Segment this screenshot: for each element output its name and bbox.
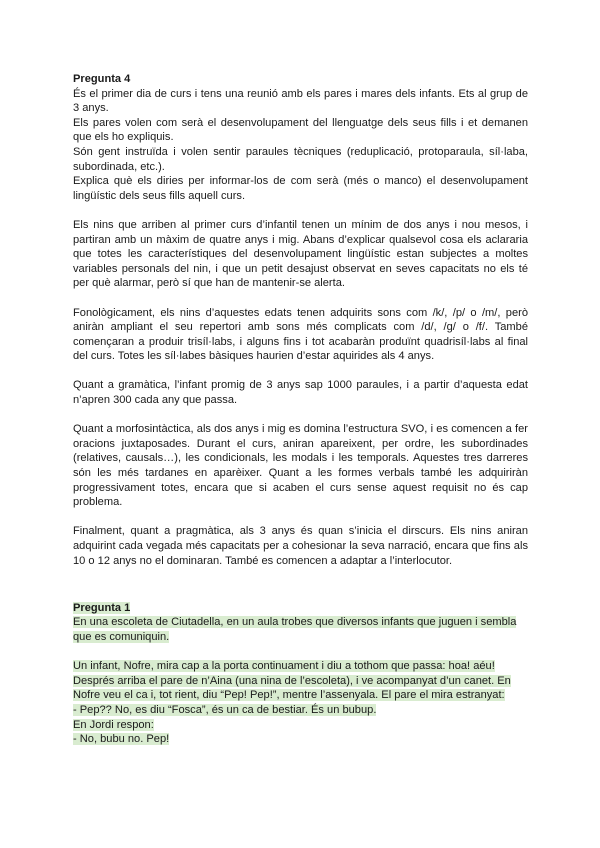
spacer — [73, 408, 528, 423]
answer-paragraph-phonology: Fonològicament, els nins d’aquestes edats tenen adquirits sons com /k/, /p/ o /m/, però aniràn ampliant el seu repertori amb sons més complicats com /d/, /g/ o /f/. També començaran a produir trisíl·labs, i alguns fins i tot acabaràn produïnt quadrisíl·labs al final del curs. Totes les síl·labes bàsiques haurien d’estar aquirides als 4 anys. — [73, 306, 528, 363]
question-4-prompt-line-3: Són gent instruïda i volen sentir paraules tècniques (reduplicació, protoparaula, síl·laba, subordinada, etc.). — [73, 145, 528, 173]
question-1-section — [73, 586, 528, 747]
scene-line-3: En Jordi respon: — [73, 718, 154, 731]
scene-dialogue-1: - Pep?? No, es diu “Fosca”, és un ca de bestiar. És un bubup. — [73, 703, 377, 716]
spacer — [73, 203, 528, 218]
answer-paragraph-grammar: Quant a gramàtica, l’infant promig de 3 anys sap 1000 paraules, i a partir d’aquesta edat n’apren 300 cada any que passa. — [73, 379, 528, 407]
question-1-title: Pregunta 1 — [73, 601, 131, 614]
spacer — [73, 586, 528, 601]
spacer — [73, 291, 528, 306]
spacer — [73, 645, 528, 660]
question-4-prompt-line-1: És el primer dia de curs i tens una reunió amb els pares i mares dels infants. Ets al grup de 3 anys. — [73, 87, 528, 115]
scene-line-2: Després arriba el pare de n’Aina (una nina de l’escoleta), i ve acompanyat d’un canet. En Nofre veu el ca i, tot rient, diu “Pep! Pep!”, mentre l’assenyala. El pare el mira estranyat: — [73, 674, 511, 702]
answer-paragraph-morphosyntax: Quant a morfosintàctica, als dos anys i mig es domina l’estructura SVO, i es comencen a fer oracions juxtaposades. Durant el curs, aniran apareixent, per ordre, les subordinades (relatives, causals…), les condicionals, les modals i les temporals. Aquestes tres darreres són les més tardanes en aparèixer. Quant a les formes verbals també les adquiriràn progressivament totes, encara que si acaben el curs sense aquest requisit no és cap problema. — [73, 423, 528, 509]
question-1-prompt: En una escoleta de Ciutadella, en un aula trobes que diversos infants que juguen i sembla que es comuniquin. — [73, 616, 517, 643]
spacer — [73, 510, 528, 525]
answer-paragraph-intro: Els nins que arriben al primer curs d’infantil tenen un mínim de dos anys i nou mesos, i partiran amb un màxim de quatre anys i mig. Abans d’explicar qualsevol cosa els aclararia que totes les característiques del desenvolupament lingüístic estan subjectes a moltes variables personals del nin, i que un petit desajust observat en seves capacitats no els té per què alarmar, però sí que han de mantenir-se alerta. — [73, 218, 528, 290]
scene-line-1: Un infant, Nofre, mira cap a la porta continuament i diu a tothom que passa: hoa! aéu! — [73, 660, 495, 673]
scene-dialogue-2: - No, bubu no. Pep! — [73, 733, 170, 746]
question-4-title: Pregunta 4 — [73, 73, 131, 85]
question-4-prompt-line-2: Els pares volen com serà el desenvolupament del llenguatge dels seus fills i et demanen que els ho expliquis. — [73, 116, 528, 144]
answer-paragraph-pragmatics: Finalment, quant a pragmàtica, als 3 anys és quan s’inicia el dirscurs. Els nins aniran adquirint cada vegada més capacitats per a cohesionar la seva narració, encara que fins als 10 o 12 anys no el dominaran. També es comencen a adaptar a l’interlocutor. — [73, 525, 528, 567]
spacer — [73, 364, 528, 379]
question-4-prompt-line-4: Explica què els diries per informar-los de com serà (més o manco) el desenvolupament lingüístic dels seus fills aquell curs. — [73, 175, 528, 202]
